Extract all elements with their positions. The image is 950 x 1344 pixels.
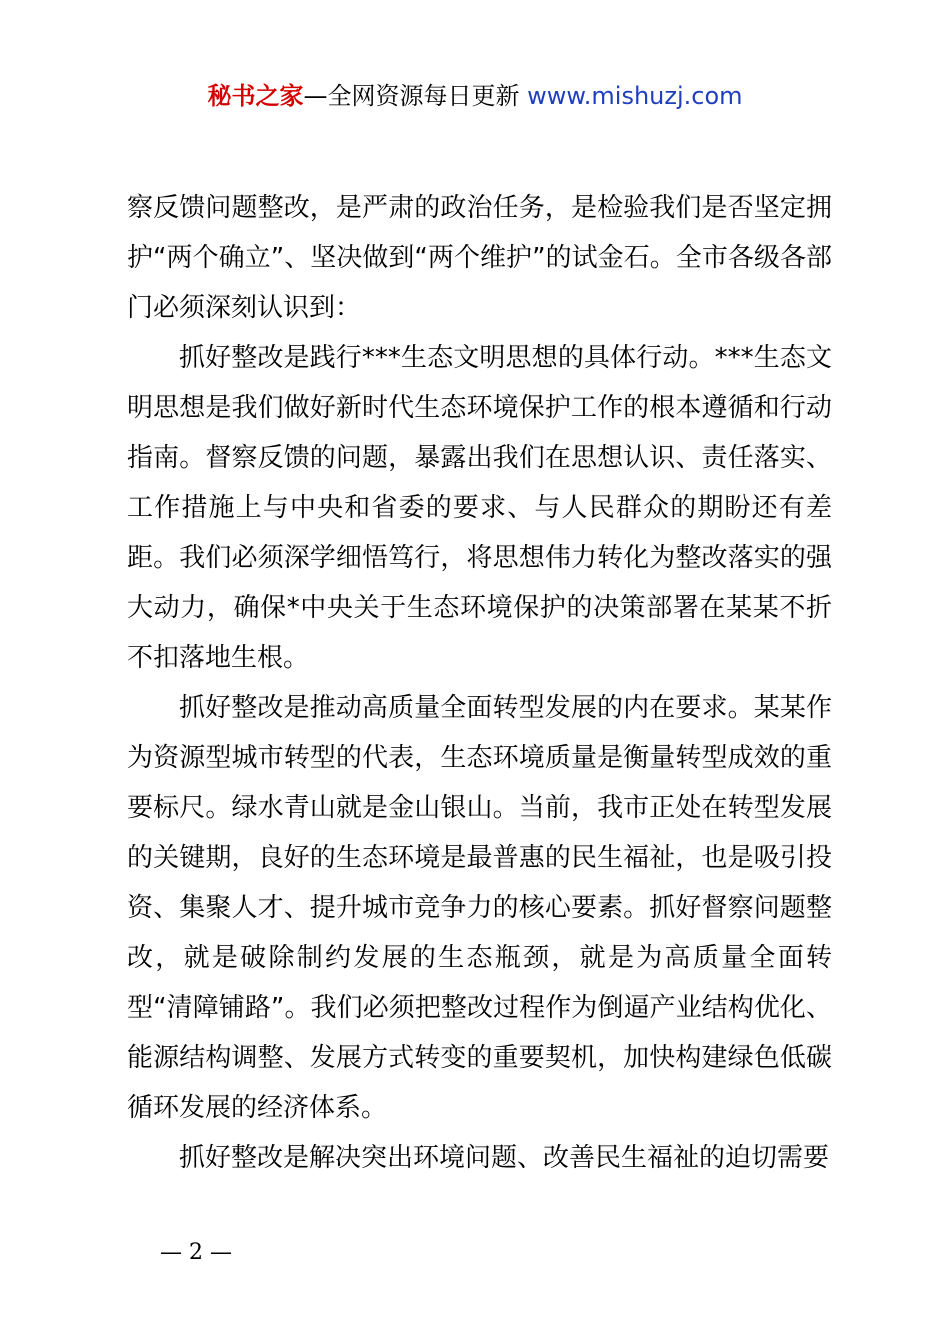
site-brand: 秘书之家	[207, 82, 304, 110]
site-url-link[interactable]: www.mishuzj.com	[527, 82, 743, 110]
site-header	[0, 80, 950, 112]
paragraph-high-quality-transformation: 抓好整改是推动高质量全面转型发展的内在要求。某某作为资源型城市转型的代表，生态环境质量是衡量转型成效的重要标尺。绿水青山就是金山银山。当前，我市正处在转型发展的关键期，良好的生态环境是最普惠的民生福祉，也是吸引投资、集聚人才、提升城市竞争力的核心要素。抓好督察问题整改，就是破除制约发展的生态瓶颈，就是为高质量全面转型“清障铺路”。我们必须把整改过程作为倒逼产业结构优化、能源结构调整、发展方式转变的重要契机，加快构建绿色低碳循环发展的经济体系。	[127, 693, 832, 1123]
paragraph-continued: 察反馈问题整改，是严肃的政治任务，是检验我们是否坚定拥护“两个确立”、坚决做到“两个维护”的试金石。全市各级各部门必须深刻认识到：	[127, 193, 832, 323]
site-tagline: —全网资源每日更新	[303, 82, 520, 110]
document-body	[127, 183, 832, 1183]
paragraph-environmental-problems: 抓好整改是解决突出环境问题、改善民生福祉的迫切需要	[179, 1143, 830, 1173]
page-number: — 2 —	[160, 1240, 232, 1265]
paragraph-ecological-civilization: 抓好整改是践行***生态文明思想的具体行动。***生态文明思想是我们做好新时代生态环境保护工作的根本遵循和行动指南。督察反馈的问题，暴露出我们在思想认识、责任落实、工作措施上与中央和省委的要求、与人民群众的期盼还有差距。我们必须深学细悟笃行，将思想伟力转化为整改落实的强大动力，确保*中央关于生态环境保护的决策部署在某某不折不扣落地生根。	[127, 343, 832, 673]
